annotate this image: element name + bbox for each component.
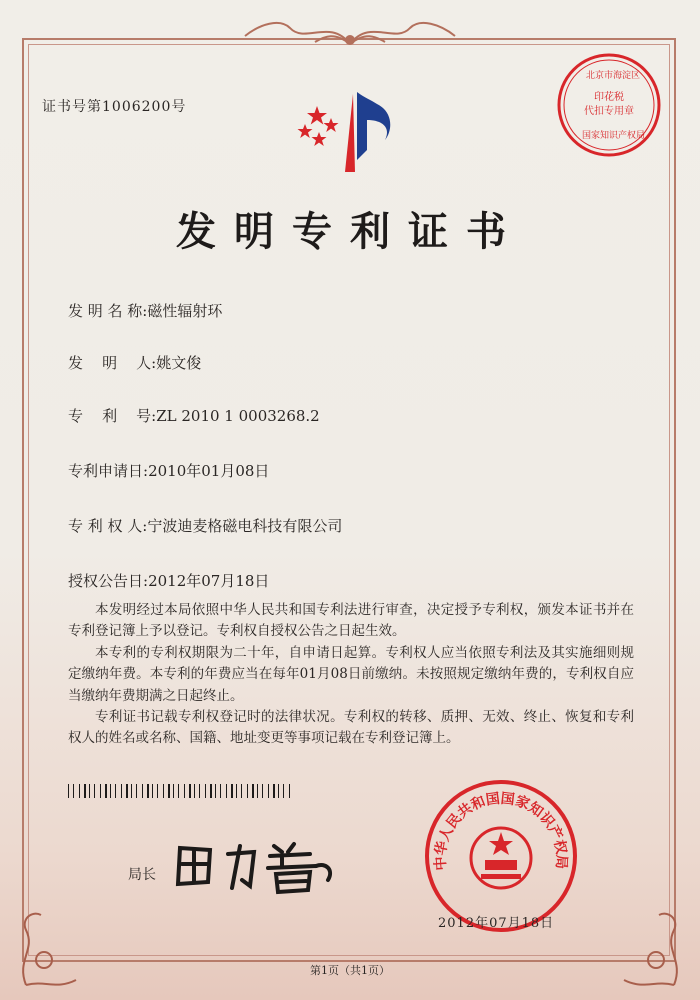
- seal-date: 2012年07月18日: [438, 916, 555, 931]
- body-paragraph: 本发明经过本局依照中华人民共和国专利法进行审查，决定授予专利权，颁发本证书并在专利登记簿上予以登记。专利权自授权公告之日起生效。: [68, 602, 634, 640]
- field-label: 专 利 号:: [68, 407, 157, 425]
- field-label: 发 明 人:: [68, 354, 157, 372]
- field-value: 2012年07月18日: [148, 572, 270, 590]
- field-value: 宁波迪麦格磁电科技有限公司: [147, 517, 343, 535]
- body-paragraph: 本专利的专利权期限为二十年，自申请日起算。专利权人应当依照专利法及其实施细则规定缴纳年费。本专利的年费应当在每年01月08日前缴纳。未按照规定缴纳年费的，专利权自应当缴纳年费期满之日起终止。: [68, 644, 634, 704]
- certificate-body: [68, 600, 634, 750]
- certificate-title: 发明专利证书: [176, 208, 524, 255]
- field-patent-number: [68, 405, 320, 426]
- page-number: 第1页（共1页）: [310, 964, 390, 977]
- field-value: 磁性辐射环: [147, 302, 223, 320]
- svg-text:北京市海淀区: 北京市海淀区: [586, 71, 641, 81]
- field-value: ZL 2010 1 0003268.2: [156, 407, 320, 425]
- top-ornament-icon: [235, 14, 465, 54]
- field-label: 发 明 名 称:: [68, 302, 148, 320]
- barcode: [68, 784, 294, 798]
- field-invention-name: [68, 300, 222, 321]
- field-inventor: [68, 352, 201, 373]
- sipo-logo-icon: [295, 88, 407, 174]
- field-grant-date: [68, 570, 269, 591]
- field-label: 专利申请日:: [68, 462, 149, 480]
- director-label: 局长: [128, 867, 156, 883]
- field-value: 2010年01月08日: [148, 462, 270, 480]
- director-signature: [170, 836, 340, 896]
- national-emblem-seal: [423, 778, 579, 934]
- tax-stamp-seal: [556, 52, 662, 158]
- field-label: 授权公告日:: [68, 572, 149, 590]
- field-value: 姚文俊: [156, 354, 202, 372]
- field-label: 专 利 权 人:: [68, 517, 148, 535]
- field-patentee: [68, 515, 342, 536]
- seal-arc-text: 中华人民共和国国家知识产权局: [432, 790, 570, 871]
- body-paragraph: 专利证书记载专利权登记时的法律状况。专利权的转移、质押、无效、终止、恢复和专利权人的姓名或名称、国籍、地址变更等事项记载在专利登记簿上。: [68, 709, 634, 747]
- svg-text:国家知识产权局: 国家知识产权局: [582, 131, 646, 141]
- field-application-date: [68, 460, 269, 481]
- certificate-number: 证书号第1006200号: [42, 99, 187, 115]
- svg-text:印花税: 印花税: [594, 92, 624, 103]
- svg-text:代扣专用章: 代扣专用章: [584, 106, 634, 117]
